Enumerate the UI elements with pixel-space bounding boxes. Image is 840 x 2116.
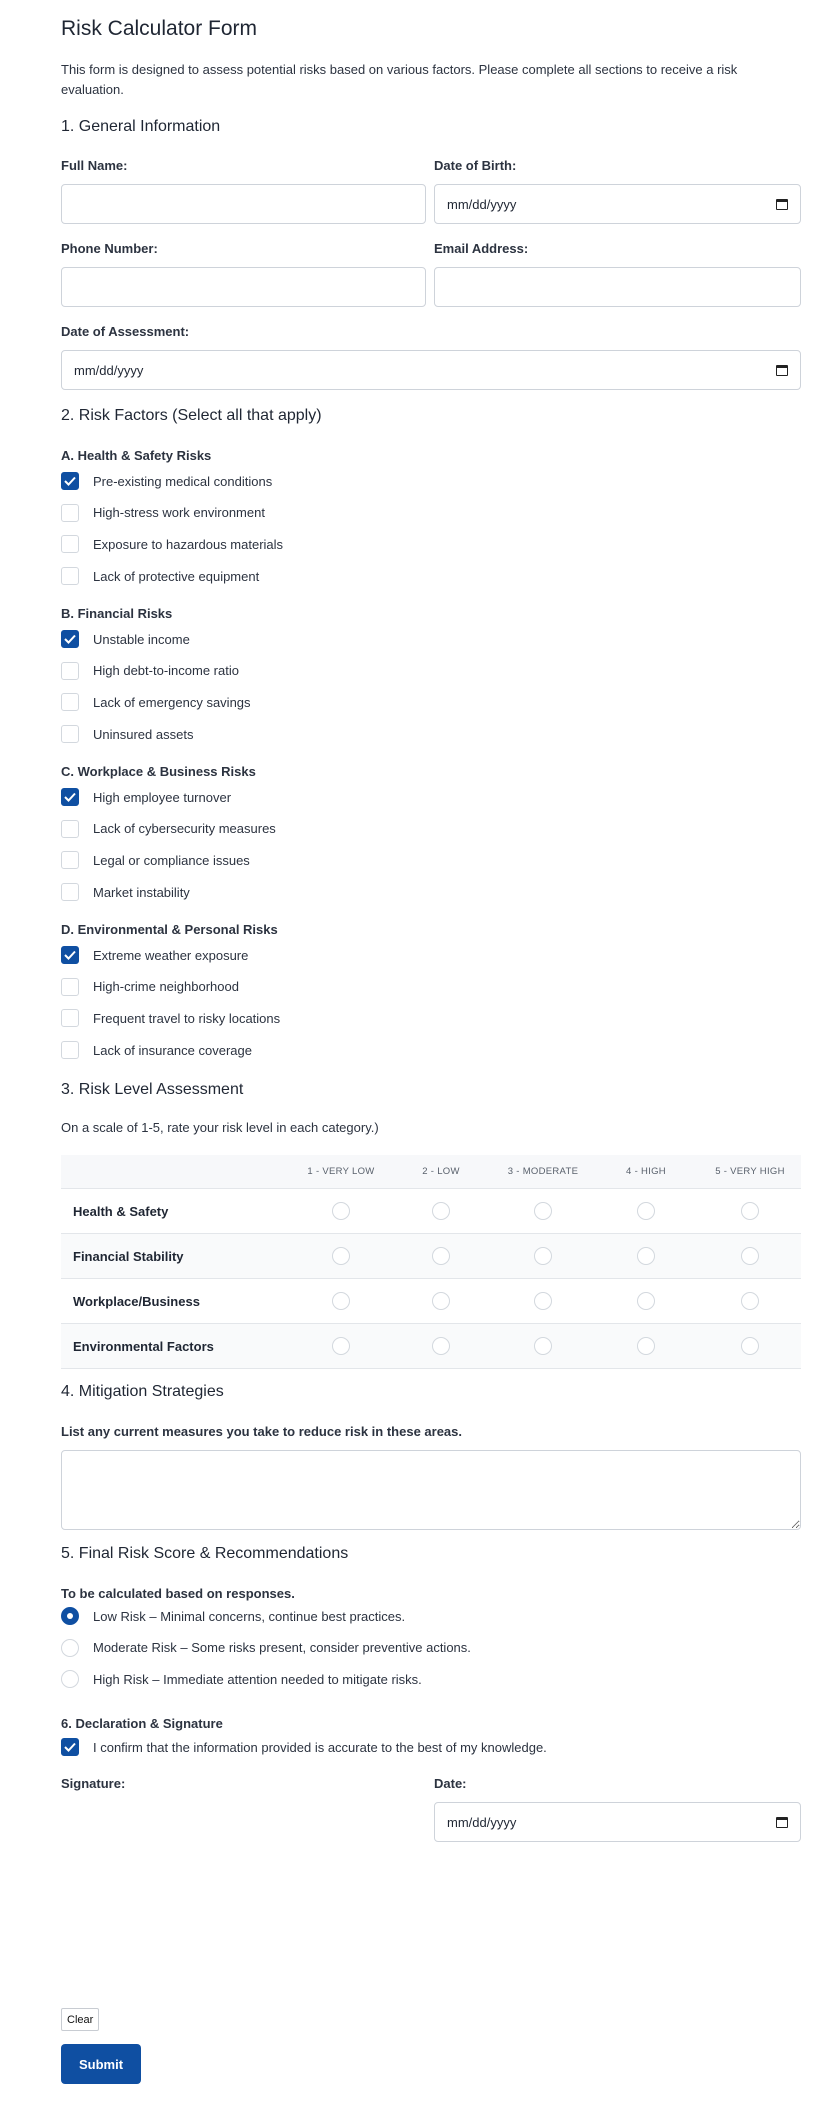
- risk-factor-checkbox[interactable]: [61, 725, 79, 743]
- risk-factor-checkbox[interactable]: [61, 662, 79, 680]
- risk-factor-label: Frequent travel to risky locations: [93, 1010, 281, 1026]
- risk-factor-row[interactable]: [61, 534, 283, 554]
- risk-level-radio[interactable]: [432, 1247, 450, 1265]
- risk-factor-row[interactable]: [61, 661, 239, 681]
- risk-factor-row[interactable]: [61, 724, 193, 744]
- risk-level-radio[interactable]: [637, 1292, 655, 1310]
- risk-factor-checkbox[interactable]: [61, 504, 79, 522]
- section-risk-factors-heading: 2. Risk Factors (Select all that apply): [61, 407, 322, 424]
- risk-factor-checkbox[interactable]: [61, 851, 79, 869]
- calendar-icon[interactable]: [776, 199, 788, 210]
- grid-col-header: 1 - VERY LOW: [307, 1166, 375, 1177]
- risk-factor-row[interactable]: [61, 945, 248, 965]
- risk-level-radio[interactable]: [332, 1202, 350, 1220]
- risk-factor-checkbox[interactable]: [61, 693, 79, 711]
- risk-factor-checkbox[interactable]: [61, 567, 79, 585]
- risk-factor-label: Pre-existing medical conditions: [93, 473, 273, 489]
- assessment-note: On a scale of 1-5, rate your risk level in each category.): [61, 1120, 379, 1135]
- risk-factor-row[interactable]: [61, 503, 265, 523]
- risk-group-title: D. Environmental & Personal Risks: [61, 922, 278, 937]
- page-title: Risk Calculator Form: [61, 17, 258, 40]
- risk-level-radio[interactable]: [432, 1292, 450, 1310]
- risk-level-radio[interactable]: [534, 1337, 552, 1355]
- signature-label: Signature:: [61, 1776, 126, 1791]
- risk-level-radio[interactable]: [332, 1292, 350, 1310]
- section-assessment-heading: 3. Risk Level Assessment: [61, 1081, 244, 1098]
- risk-factor-row[interactable]: [61, 850, 250, 870]
- risk-factor-label: Uninsured assets: [93, 726, 194, 742]
- assessment-date-label: Date of Assessment:: [61, 324, 190, 339]
- risk-factor-row[interactable]: [61, 882, 190, 902]
- risk-factor-row[interactable]: [61, 787, 231, 807]
- risk-level-radio[interactable]: [637, 1202, 655, 1220]
- grid-row-label: Environmental Factors: [73, 1338, 214, 1354]
- risk-factor-checkbox[interactable]: [61, 946, 79, 964]
- risk-group-title: B. Financial Risks: [61, 606, 173, 621]
- assessment-date-placeholder: mm/dd/yyyy: [74, 362, 144, 378]
- final-risk-option[interactable]: [61, 1606, 405, 1626]
- risk-level-radio[interactable]: [637, 1337, 655, 1355]
- grid-row: [61, 1324, 801, 1369]
- risk-factor-label: Legal or compliance issues: [93, 852, 250, 868]
- final-label: To be calculated based on responses.: [61, 1586, 295, 1601]
- final-risk-radio[interactable]: [61, 1639, 79, 1657]
- risk-level-radio[interactable]: [741, 1337, 759, 1355]
- risk-level-grid: [61, 1155, 801, 1369]
- section-general-heading: 1. General Information: [61, 118, 221, 135]
- risk-factor-label: Unstable income: [93, 631, 190, 647]
- declaration-date-label: Date:: [434, 1776, 467, 1791]
- risk-level-radio[interactable]: [332, 1337, 350, 1355]
- final-risk-radio[interactable]: [61, 1607, 79, 1625]
- phone-label: Phone Number:: [61, 241, 158, 256]
- risk-factor-checkbox[interactable]: [61, 820, 79, 838]
- risk-factor-checkbox[interactable]: [61, 630, 79, 648]
- final-risk-radio[interactable]: [61, 1670, 79, 1688]
- declaration-date-placeholder: mm/dd/yyyy: [447, 1814, 517, 1830]
- confirm-label: I confirm that the information provided is accurate to the best of my knowledge.: [93, 1739, 547, 1755]
- final-risk-label: High Risk – Immediate attention needed to mitigate risks.: [93, 1671, 422, 1687]
- risk-factor-row[interactable]: [61, 566, 259, 586]
- risk-factor-label: Lack of emergency savings: [93, 694, 251, 710]
- mitigation-label: List any current measures you take to reduce risk in these areas.: [61, 1424, 463, 1439]
- risk-factor-row[interactable]: [61, 692, 251, 712]
- email-input[interactable]: [434, 267, 801, 307]
- risk-factor-row[interactable]: [61, 471, 272, 491]
- mitigation-textarea[interactable]: [61, 1450, 801, 1530]
- submit-button[interactable]: Submit: [61, 2044, 141, 2084]
- grid-row: [61, 1279, 801, 1324]
- grid-row-label: Financial Stability: [73, 1248, 184, 1264]
- risk-factor-checkbox[interactable]: [61, 883, 79, 901]
- clear-button[interactable]: Clear: [61, 2008, 99, 2031]
- risk-factor-label: Lack of cybersecurity measures: [93, 821, 276, 837]
- risk-factor-row[interactable]: [61, 629, 190, 649]
- risk-factor-label: Lack of protective equipment: [93, 568, 260, 584]
- risk-level-radio[interactable]: [332, 1247, 350, 1265]
- risk-factor-row[interactable]: [61, 819, 276, 839]
- confirm-row[interactable]: [61, 1737, 547, 1757]
- risk-factor-checkbox[interactable]: [61, 1009, 79, 1027]
- risk-factor-label: Market instability: [93, 884, 190, 900]
- risk-level-radio[interactable]: [741, 1247, 759, 1265]
- final-risk-option[interactable]: [61, 1638, 471, 1658]
- full-name-input[interactable]: [61, 184, 426, 224]
- risk-factor-checkbox[interactable]: [61, 472, 79, 490]
- risk-level-radio[interactable]: [637, 1247, 655, 1265]
- grid-row: [61, 1189, 801, 1234]
- final-risk-label: Low Risk – Minimal concerns, continue best practices.: [93, 1608, 406, 1624]
- risk-factor-row[interactable]: [61, 1008, 280, 1028]
- grid-col-header: 5 - VERY HIGH: [715, 1166, 785, 1177]
- dob-input[interactable]: [434, 184, 801, 224]
- dob-placeholder: mm/dd/yyyy: [447, 196, 517, 212]
- section-mitigation-heading: 4. Mitigation Strategies: [61, 1383, 224, 1400]
- section-final-heading: 5. Final Risk Score & Recommendations: [61, 1545, 349, 1562]
- risk-factor-label: High debt-to-income ratio: [93, 663, 239, 679]
- grid-row-label: Workplace/Business: [73, 1293, 200, 1309]
- risk-factor-label: High employee turnover: [93, 789, 232, 805]
- risk-level-radio[interactable]: [534, 1202, 552, 1220]
- risk-factor-checkbox[interactable]: [61, 788, 79, 806]
- calendar-icon[interactable]: [776, 365, 788, 376]
- risk-group-title: A. Health & Safety Risks: [61, 448, 212, 463]
- risk-factor-label: Exposure to hazardous materials: [93, 536, 284, 552]
- full-name-label: Full Name:: [61, 158, 128, 173]
- grid-header: [61, 1155, 801, 1189]
- calendar-icon[interactable]: [776, 1817, 788, 1828]
- declaration-date-input[interactable]: [434, 1802, 801, 1842]
- phone-input[interactable]: [61, 267, 426, 307]
- grid-row: [61, 1234, 801, 1279]
- grid-row-label: Health & Safety: [73, 1203, 169, 1219]
- risk-factor-checkbox[interactable]: [61, 535, 79, 553]
- risk-level-radio[interactable]: [432, 1337, 450, 1355]
- risk-level-radio[interactable]: [432, 1202, 450, 1220]
- risk-factor-checkbox[interactable]: [61, 978, 79, 996]
- risk-group-title: C. Workplace & Business Risks: [61, 764, 256, 779]
- risk-level-radio[interactable]: [741, 1202, 759, 1220]
- risk-factor-label: High-crime neighborhood: [93, 979, 239, 995]
- risk-factor-label: High-stress work environment: [93, 505, 265, 521]
- final-risk-label: Moderate Risk – Some risks present, consider preventive actions.: [93, 1640, 471, 1655]
- form-intro: This form is designed to assess potential risks based on various factors. Please complete all sections to receive a risk evaluation.: [61, 62, 738, 97]
- signature-pad[interactable]: [61, 1800, 426, 1950]
- assessment-date-input[interactable]: [61, 350, 801, 390]
- risk-factor-checkbox[interactable]: [61, 1041, 79, 1059]
- dob-label: Date of Birth:: [434, 158, 517, 173]
- risk-level-radio[interactable]: [534, 1247, 552, 1265]
- risk-factor-row[interactable]: [61, 1040, 252, 1060]
- risk-factor-row[interactable]: [61, 977, 239, 997]
- declaration-heading: 6. Declaration & Signature: [61, 1716, 223, 1731]
- grid-col-header: 3 - MODERATE: [507, 1166, 579, 1177]
- grid-col-header: 2 - LOW: [422, 1166, 460, 1177]
- risk-factor-label: Lack of insurance coverage: [93, 1042, 252, 1058]
- grid-col-header: 4 - HIGH: [626, 1166, 666, 1177]
- risk-level-radio[interactable]: [741, 1292, 759, 1310]
- email-label: Email Address:: [434, 241, 529, 256]
- confirm-checkbox[interactable]: [61, 1738, 79, 1756]
- risk-factor-label: Extreme weather exposure: [93, 947, 249, 963]
- final-risk-option[interactable]: [61, 1669, 422, 1689]
- risk-level-radio[interactable]: [534, 1292, 552, 1310]
